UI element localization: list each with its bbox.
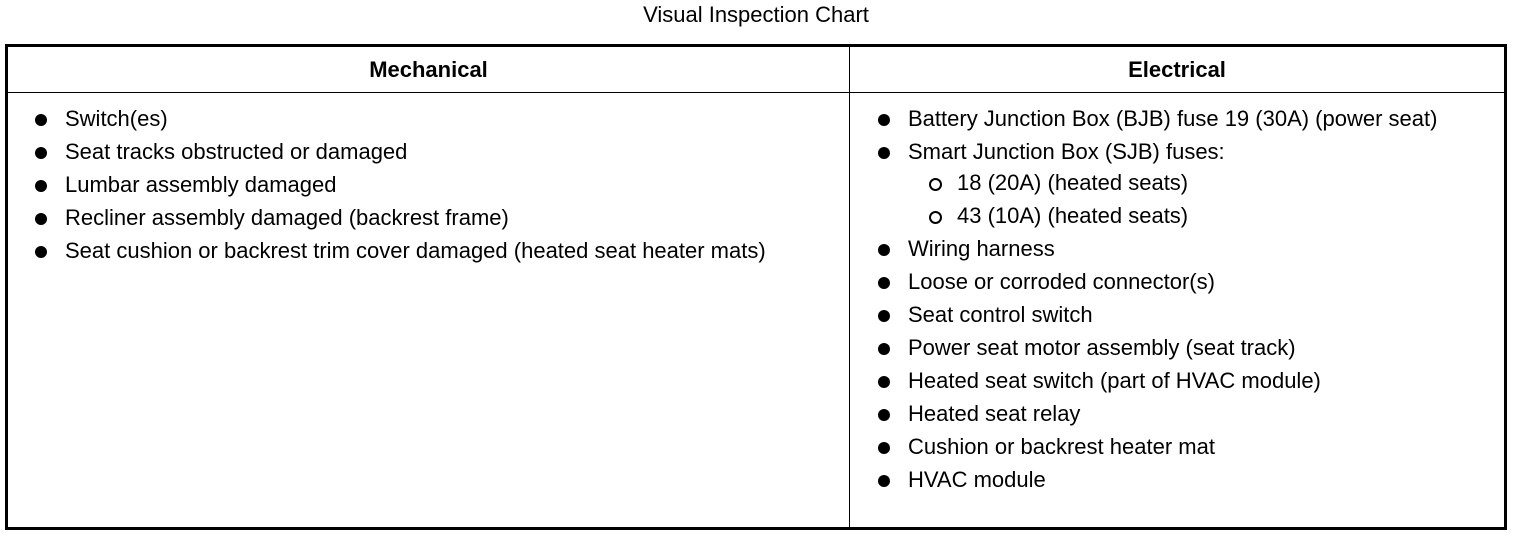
list-item	[876, 366, 1484, 396]
list-item-text: Smart Junction Box (SJB) fuses:	[908, 139, 1225, 164]
bullet-icon	[35, 114, 47, 126]
electrical-cell	[850, 93, 1504, 527]
electrical-list	[850, 104, 1504, 495]
list-item	[876, 333, 1484, 363]
list-item	[33, 203, 829, 233]
sub-list-item-text: 18 (20A) (heated seats)	[957, 170, 1189, 195]
chart-title: Visual Inspection Chart	[643, 2, 869, 27]
list-item-text: Switch(es)	[65, 106, 168, 131]
bullet-icon	[878, 147, 890, 159]
list-item-text: Cushion or backrest heater mat	[908, 434, 1215, 459]
mechanical-cell	[8, 93, 850, 527]
list-item	[876, 267, 1484, 297]
list-item-text: Seat tracks obstructed or damaged	[65, 139, 408, 164]
list-item	[33, 170, 829, 200]
sub-list-item	[927, 201, 1484, 231]
list-item-text: Seat control switch	[908, 302, 1093, 327]
list-item-text: Loose or corroded connector(s)	[908, 269, 1215, 294]
list-item	[876, 104, 1484, 134]
list-item-text: Power seat motor assembly (seat track)	[908, 335, 1296, 360]
bullet-icon	[878, 376, 890, 388]
list-item-text: Lumbar assembly damaged	[65, 172, 337, 197]
list-item	[876, 137, 1484, 231]
bullet-icon	[878, 343, 890, 355]
bullet-icon	[878, 244, 890, 256]
bullet-icon	[878, 475, 890, 487]
bullet-icon	[35, 147, 47, 159]
bullet-icon	[35, 213, 47, 225]
bullet-icon	[35, 246, 47, 258]
bullet-icon	[878, 409, 890, 421]
bullet-icon	[878, 310, 890, 322]
bullet-icon	[878, 442, 890, 454]
list-item	[33, 104, 829, 134]
sub-list-item	[927, 168, 1484, 198]
list-item-text: Battery Junction Box (BJB) fuse 19 (30A) (power seat)	[908, 106, 1438, 131]
list-item-text: HVAC module	[908, 467, 1046, 492]
list-item	[33, 137, 829, 167]
electrical-header: Electrical	[850, 47, 1504, 93]
list-item-text: Heated seat relay	[908, 401, 1081, 426]
hollow-bullet-icon	[929, 178, 942, 191]
list-item	[876, 399, 1484, 429]
bullet-icon	[35, 180, 47, 192]
bullet-icon	[878, 114, 890, 126]
sub-list	[908, 168, 1484, 231]
mechanical-header: Mechanical	[8, 47, 850, 93]
hollow-bullet-icon	[929, 211, 942, 224]
list-item	[876, 432, 1484, 462]
list-item-text: Seat cushion or backrest trim cover damaged (heated seat heater mats)	[65, 238, 766, 263]
list-item-text: Heated seat switch (part of HVAC module)	[908, 368, 1321, 393]
list-item	[33, 236, 829, 266]
bullet-icon	[878, 277, 890, 289]
inspection-table	[5, 44, 1507, 530]
list-item-text: Wiring harness	[908, 236, 1055, 261]
list-item	[876, 234, 1484, 264]
sub-list-item-text: 43 (10A) (heated seats)	[957, 203, 1189, 228]
list-item	[876, 300, 1484, 330]
mechanical-list	[8, 104, 849, 266]
list-item	[876, 465, 1484, 495]
list-item-text: Recliner assembly damaged (backrest frame)	[65, 205, 509, 230]
